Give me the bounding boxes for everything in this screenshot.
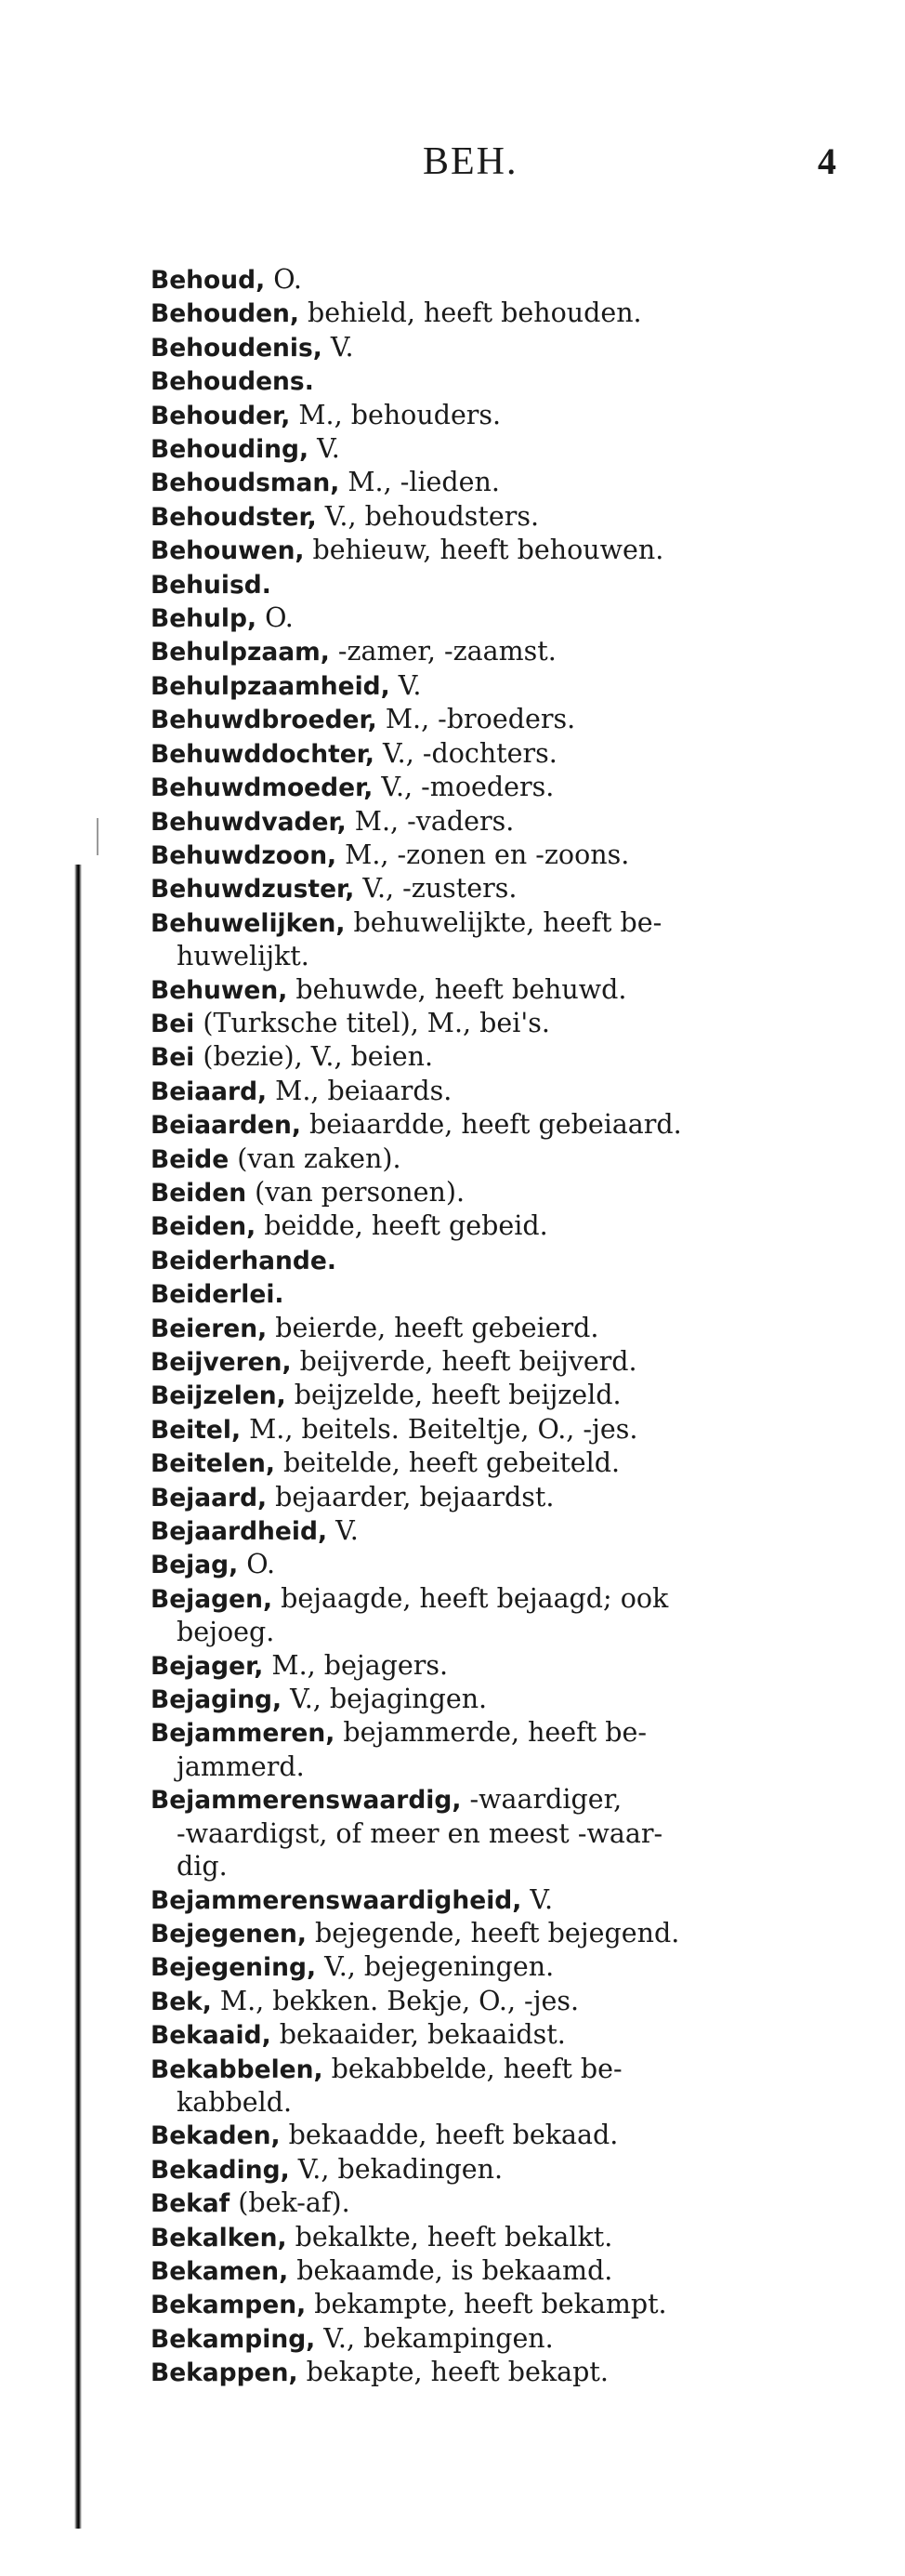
entry-definition: V. [389, 669, 422, 701]
dictionary-entry [151, 1716, 833, 1783]
dictionary-entry [151, 2288, 833, 2321]
entry-headword: Behoudster, [151, 502, 317, 532]
dictionary-entry [151, 2053, 833, 2120]
dictionary-entry [151, 1447, 833, 1480]
dictionary-entry [151, 466, 833, 499]
dictionary-entry [151, 1548, 833, 1581]
dictionary-entry [151, 805, 833, 839]
entry-headword: Behuwdmoeder, [151, 773, 374, 803]
dictionary-entry [151, 1277, 833, 1311]
dictionary-entry [151, 771, 833, 804]
entry-headword: Behuwdzoon, [151, 840, 337, 870]
entry-headword: Bekaden, [151, 2121, 281, 2151]
entry-definition: bejammerde, heeft be- [334, 1717, 647, 1749]
entry-continuation: bejoeg. [177, 1617, 275, 1648]
entry-headword: Beiaard, [151, 1077, 268, 1106]
entry-definition: M., -broeders. [376, 704, 576, 735]
entry-headword: Beide [151, 1144, 230, 1174]
entry-headword: Bekamping, [151, 2324, 316, 2354]
entry-definition: bekaadde, heeft bekaad. [280, 2120, 619, 2151]
entry-definition: M., -vaders. [346, 805, 515, 837]
running-head: BEH. [423, 140, 518, 183]
entry-definition: -zamer, -zaamst. [329, 636, 557, 667]
dictionary-entry [151, 1985, 833, 2018]
entry-definition: bejaarder, bejaardst. [267, 1481, 555, 1513]
entry-definition: bekaaider, bekaaidst. [270, 2019, 566, 2051]
entry-headword: Beieren, [151, 1314, 268, 1343]
entry-headword: Bejager, [151, 1651, 264, 1681]
dictionary-entry [151, 2119, 833, 2152]
entry-definition: O. [256, 602, 294, 634]
entry-headword: Behoudens. [151, 367, 314, 397]
dictionary-entry [151, 1649, 833, 1683]
entry-headword: Bekalken, [151, 2223, 287, 2252]
entry-definition: behield, heeft behouden. [298, 297, 642, 329]
dictionary-entry [151, 1108, 833, 1142]
entry-definition: M., bejagers. [263, 1649, 449, 1681]
entry-continuation: dig. [177, 1851, 228, 1882]
entry-headword: Behuisd. [151, 570, 271, 600]
entry-headword: Bejegenen, [151, 1919, 307, 1949]
entry-headword: Behulpzaam, [151, 638, 330, 667]
entry-definition: O. [238, 1549, 276, 1580]
entry-definition: (bek-af). [230, 2187, 350, 2219]
dictionary-entry [151, 263, 833, 297]
entry-headword: Bejag, [151, 1551, 239, 1580]
entry-headword: Beiaarden, [151, 1111, 301, 1141]
dictionary-entry [151, 331, 833, 364]
entry-headword: Bei [151, 1009, 195, 1038]
entry-definition: V., -zusters. [354, 873, 518, 905]
entry-headword: Beitelen, [151, 1449, 275, 1479]
entry-headword: Beiderhande. [151, 1246, 336, 1275]
page-number: 4 [818, 140, 836, 182]
entry-headword: Bei [151, 1043, 195, 1073]
dictionary-entry [151, 2186, 833, 2220]
entry-headword: Bejaard, [151, 1483, 268, 1513]
dictionary-entry [151, 839, 833, 872]
dictionary-entry [151, 1683, 833, 1716]
dictionary-entry [151, 1345, 833, 1379]
entry-definition: M., beiaards. [267, 1075, 452, 1106]
entry-headword: Behoudsman, [151, 469, 340, 498]
entry-definition: V., bejagingen. [282, 1684, 488, 1715]
entry-definition: (bezie), V., beien. [194, 1041, 434, 1073]
dictionary-entry [151, 1481, 833, 1514]
entry-definition: bekalkte, heeft bekalkt. [286, 2221, 613, 2252]
entry-headword: Beitel, [151, 1415, 242, 1445]
dictionary-entry [151, 568, 833, 601]
entry-definition: bekapte, heeft bekapt. [297, 2357, 609, 2388]
entry-definition: V., bekampingen. [315, 2322, 554, 2354]
entry-headword: Beijveren, [151, 1348, 292, 1377]
dictionary-entry [151, 2322, 833, 2356]
entry-definition: behuwelijkte, heeft be- [345, 906, 662, 938]
dictionary-entry [151, 1379, 833, 1412]
dictionary-entry [151, 2221, 833, 2254]
entry-definition: M., bekken. Bekje, O., -jes. [211, 1985, 580, 2016]
dictionary-entry [151, 2153, 833, 2186]
entry-headword: Behulpzaamheid, [151, 671, 390, 701]
entry-headword: Bekampen, [151, 2291, 307, 2320]
entry-headword: Bejammerenswaardig, [151, 1786, 462, 1816]
dictionary-entry [151, 1209, 833, 1243]
entry-definition: beierde, heeft gebeierd. [267, 1312, 599, 1343]
dictionary-entry [151, 1514, 833, 1548]
entry-definition: O. [265, 264, 302, 295]
dictionary-entry [151, 297, 833, 330]
entry-definition: V. [327, 1515, 359, 1547]
entry-headword: Bekamen, [151, 2256, 289, 2286]
entry-definition: -waardiger, [461, 1784, 623, 1816]
entry-definition: beijzelde, heeft beijzeld. [285, 1380, 622, 1411]
dictionary-entry [151, 2356, 833, 2389]
entry-definition: beitelde, heeft gebeiteld. [274, 1447, 621, 1479]
entry-definition: V. [521, 1883, 554, 1915]
entry-definition: V., behoudsters. [316, 500, 540, 532]
entry-definition: bejaagde, heeft bejaagd; ook [272, 1582, 669, 1614]
entry-headword: Beiden, [151, 1212, 256, 1242]
entry-headword: Bejagen, [151, 1584, 273, 1614]
dictionary-entry [151, 703, 833, 736]
dictionary-entry [151, 364, 833, 398]
entry-definition: M., -zonen en -zoons. [336, 839, 630, 870]
dictionary-entry [151, 2254, 833, 2288]
entry-definition: bekampte, heeft bekampt. [306, 2289, 667, 2320]
dictionary-entry [151, 2018, 833, 2052]
dictionary-entry [151, 906, 833, 973]
entry-headword: Bejaging, [151, 1685, 282, 1715]
entry-definition: bekaamde, is bekaamd. [288, 2254, 613, 2286]
dictionary-entry [151, 669, 833, 703]
entry-headword: Behuwdbroeder, [151, 706, 377, 735]
dictionary-entry [151, 1883, 833, 1917]
binding-edge [74, 865, 82, 2529]
dictionary-entry [151, 1176, 833, 1209]
entry-headword: Behouden, [151, 299, 299, 329]
entry-headword: Behoud, [151, 266, 266, 295]
entry-definition: V., -moeders. [373, 772, 555, 803]
entry-headword: Behuwelijken, [151, 908, 346, 938]
entry-headword: Bejammerenswaardigheid, [151, 1885, 522, 1915]
dictionary-entry [151, 1917, 833, 1950]
entry-headword: Bekading, [151, 2155, 290, 2185]
entry-definition: V., bejegeningen. [316, 1951, 555, 1983]
dictionary-entry [151, 1582, 833, 1649]
entry-headword: Bek, [151, 1987, 212, 2016]
dictionary-entry [151, 601, 833, 635]
dictionary-entry [151, 1950, 833, 1984]
entry-definition: (van zaken). [229, 1143, 401, 1174]
dictionary-entry [151, 1007, 833, 1040]
entry-definition: beijverde, heeft beijverd. [291, 1346, 637, 1377]
page-header [0, 139, 905, 195]
entry-headword: Behoudenis, [151, 333, 322, 363]
entry-continuation: kabbeld. [177, 2086, 293, 2118]
dictionary-entry [151, 534, 833, 567]
entry-headword: Behouder, [151, 401, 291, 430]
dictionary-entry [151, 872, 833, 905]
entry-definition: (Turksche titel), M., bei's. [194, 1007, 550, 1038]
entry-headword: Behuwdzuster, [151, 875, 355, 905]
binding-edge-mark [97, 818, 98, 855]
entry-headword: Behouwen, [151, 536, 305, 566]
entry-definition: M., beitels. Beiteltje, O., -jes. [241, 1413, 638, 1445]
entry-headword: Beiderlei. [151, 1280, 284, 1310]
entry-definition: V., -dochters. [374, 737, 557, 769]
entry-definition: M., behouders. [290, 399, 502, 430]
entry-definition: V. [308, 433, 340, 465]
entry-headword: Beijzelen, [151, 1381, 286, 1411]
entry-definition: (van personen). [246, 1176, 466, 1208]
dictionary-entry [151, 973, 833, 1007]
entry-continuation: huwelijkt. [177, 941, 309, 972]
entry-definition: behuwde, heeft behuwd. [287, 973, 627, 1005]
dictionary-entry [151, 399, 833, 432]
dictionary-entry [151, 1143, 833, 1176]
entry-headword: Behuwen, [151, 975, 288, 1005]
entry-headword: Bekappen, [151, 2358, 298, 2388]
entry-definition: V. [321, 331, 354, 363]
entry-headword: Bekabbelen, [151, 2054, 323, 2084]
dictionary-entry [151, 635, 833, 668]
entry-continuation: jammerd. [177, 1750, 305, 1782]
dictionary-entries [151, 263, 833, 2390]
entry-headword: Bejammeren, [151, 1719, 335, 1749]
entry-headword: Bejegening, [151, 1953, 317, 1983]
entry-definition: bekabbelde, heeft be- [322, 2053, 623, 2084]
entry-definition: beiaardde, heeft gebeiaard. [300, 1109, 682, 1141]
entry-headword: Behulp, [151, 604, 257, 634]
entry-definition: behieuw, heeft behouwen. [304, 535, 664, 566]
dictionary-entry [151, 737, 833, 771]
dictionary-entry [151, 432, 833, 466]
entry-continuation: -waardigst, of meer en meest -waar- [177, 1817, 663, 1849]
dictionary-entry [151, 1413, 833, 1447]
entry-definition: V., bekadingen. [289, 2153, 504, 2185]
dictionary-entry [151, 1312, 833, 1345]
entry-definition: beidde, heeft gebeid. [256, 1210, 548, 1242]
dictionary-entry [151, 1244, 833, 1277]
dictionary-entry [151, 1075, 833, 1108]
entry-headword: Bekaf [151, 2189, 230, 2219]
entry-headword: Behuwddochter, [151, 739, 374, 769]
entry-headword: Bekaaid, [151, 2021, 271, 2051]
dictionary-entry [151, 1783, 833, 1882]
entry-definition: bejegende, heeft bejegend. [306, 1917, 680, 1949]
entry-headword: Behouding, [151, 435, 309, 465]
dictionary-entry [151, 1040, 833, 1074]
entry-headword: Behuwdvader, [151, 807, 347, 837]
entry-headword: Bejaardheid, [151, 1517, 328, 1547]
entry-definition: M., -lieden. [339, 467, 500, 498]
dictionary-entry [151, 500, 833, 534]
entry-headword: Beiden [151, 1178, 247, 1208]
